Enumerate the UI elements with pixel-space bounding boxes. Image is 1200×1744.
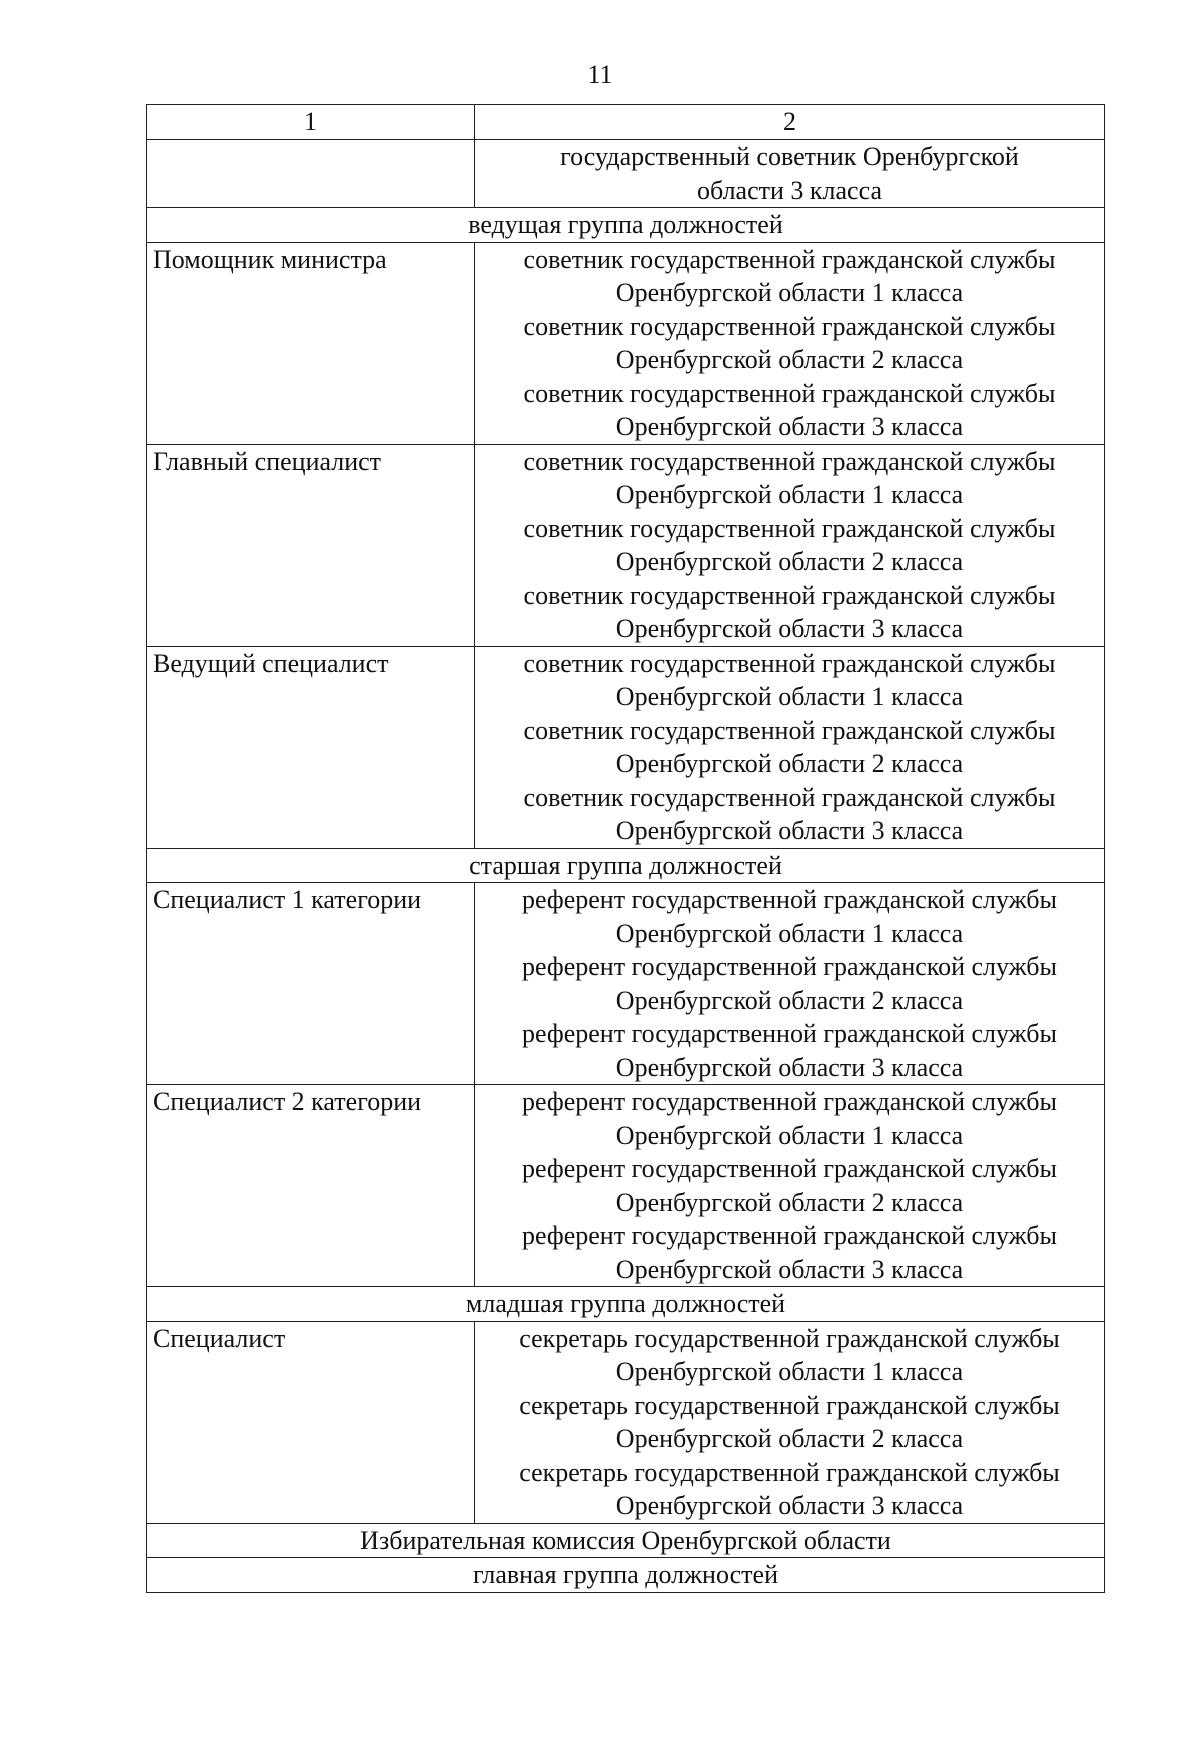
class-rank-line: Оренбургской области 3 класса bbox=[615, 816, 964, 845]
class-rank-line: Оренбургской области 1 класса bbox=[615, 682, 964, 711]
group-heading: ведущая группа должностей bbox=[147, 208, 1105, 243]
class-rank-line: референт государственной гражданской службы bbox=[522, 1221, 1057, 1250]
class-rank-line: Оренбургской области 1 класса bbox=[615, 1120, 964, 1150]
group-heading-row bbox=[147, 1287, 1105, 1322]
class-rank-cell bbox=[475, 242, 1105, 444]
position-cell: Специалист 1 категории bbox=[147, 883, 475, 1085]
class-rank-line: референт государственной гражданской службы bbox=[522, 885, 1057, 914]
position-cell: Главный специалист bbox=[147, 444, 475, 646]
class-rank-line: референт государственной гражданской службы bbox=[522, 1019, 1057, 1048]
class-rank-line: референт государственной гражданской службы bbox=[522, 1087, 1057, 1116]
column-header-1: 1 bbox=[147, 105, 475, 140]
class-rank-line: советник государственной гражданской службы bbox=[523, 782, 1056, 812]
page-number: 11 bbox=[587, 60, 613, 89]
class-rank-line: советник государственной гражданской службы bbox=[523, 715, 1056, 745]
group-heading-row bbox=[147, 1523, 1105, 1558]
group-heading: Избирательная комиссия Оренбургской области bbox=[147, 1523, 1105, 1558]
position-cell: Помощник министра bbox=[147, 242, 475, 444]
class-rank-cell bbox=[475, 883, 1105, 1085]
table-row bbox=[147, 140, 1105, 208]
class-rank-line: Оренбургской области 2 класса bbox=[615, 985, 964, 1015]
class-rank-line: советник государственной гражданской службы bbox=[523, 244, 1056, 274]
column-header-2: 2 bbox=[475, 105, 1105, 140]
class-rank-line: Оренбургской области 1 класса bbox=[615, 1357, 964, 1386]
class-rank-line: Оренбургской области 1 класса bbox=[615, 918, 964, 948]
class-rank-line: референт государственной гражданской службы bbox=[522, 952, 1057, 981]
table-header-row bbox=[147, 105, 1105, 140]
class-rank-line: Оренбургской области 2 класса bbox=[615, 749, 964, 778]
rank-table bbox=[146, 104, 1105, 1593]
table-row bbox=[147, 646, 1105, 848]
table-row bbox=[147, 1085, 1105, 1287]
class-rank-cell bbox=[475, 140, 1105, 208]
table-row bbox=[147, 1321, 1105, 1523]
class-rank-line: секретарь государственной гражданской службы bbox=[519, 1390, 1060, 1420]
group-heading-row bbox=[147, 848, 1105, 883]
table-row bbox=[147, 883, 1105, 1085]
class-rank-line: государственный советник Оренбургской bbox=[560, 142, 1019, 171]
group-heading-row bbox=[147, 1558, 1105, 1593]
class-rank-line: референт государственной гражданской службы bbox=[522, 1154, 1057, 1183]
class-rank-cell bbox=[475, 444, 1105, 646]
class-rank-line: советник государственной гражданской службы bbox=[523, 580, 1056, 610]
class-rank-line: Оренбургской области 3 класса bbox=[615, 614, 964, 643]
position-cell: Специалист 2 категории bbox=[147, 1085, 475, 1287]
class-rank-line: Оренбургской области 2 класса bbox=[615, 547, 964, 576]
class-rank-line: Оренбургской области 2 класса bbox=[615, 345, 964, 374]
group-heading: старшая группа должностей bbox=[147, 848, 1105, 883]
rank-table-body bbox=[147, 105, 1105, 1593]
class-rank-line: Оренбургской области 3 класса bbox=[615, 1052, 964, 1082]
class-rank-cell bbox=[475, 1085, 1105, 1287]
table-row bbox=[147, 242, 1105, 444]
group-heading: главная группа должностей bbox=[147, 1558, 1105, 1593]
class-rank-line: области 3 класса bbox=[697, 175, 882, 205]
position-cell bbox=[147, 140, 475, 208]
class-rank-line: советник государственной гражданской службы bbox=[523, 311, 1056, 341]
position-cell: Специалист bbox=[147, 1321, 475, 1523]
class-rank-cell bbox=[475, 646, 1105, 848]
class-rank-line: Оренбургской области 2 класса bbox=[615, 1424, 964, 1453]
group-heading-row bbox=[147, 208, 1105, 243]
class-rank-line: Оренбургской области 1 класса bbox=[615, 278, 964, 307]
class-rank-line: Оренбургской области 2 класса bbox=[615, 1187, 964, 1217]
group-heading: младшая группа должностей bbox=[147, 1287, 1105, 1322]
class-rank-line: Оренбургской области 3 класса bbox=[615, 1254, 964, 1284]
table-row bbox=[147, 444, 1105, 646]
class-rank-line: советник государственной гражданской службы bbox=[523, 446, 1056, 476]
class-rank-cell bbox=[475, 1321, 1105, 1523]
class-rank-line: советник государственной гражданской службы bbox=[523, 648, 1056, 678]
position-cell: Ведущий специалист bbox=[147, 646, 475, 848]
class-rank-line: Оренбургской области 3 класса bbox=[615, 1491, 964, 1520]
class-rank-line: секретарь государственной гражданской службы bbox=[519, 1323, 1060, 1353]
class-rank-line: советник государственной гражданской службы bbox=[523, 378, 1056, 408]
class-rank-line: секретарь государственной гражданской службы bbox=[519, 1457, 1060, 1487]
class-rank-line: Оренбургской области 1 класса bbox=[615, 480, 964, 509]
class-rank-line: Оренбургской области 3 класса bbox=[615, 412, 964, 441]
class-rank-line: советник государственной гражданской службы bbox=[523, 513, 1056, 543]
